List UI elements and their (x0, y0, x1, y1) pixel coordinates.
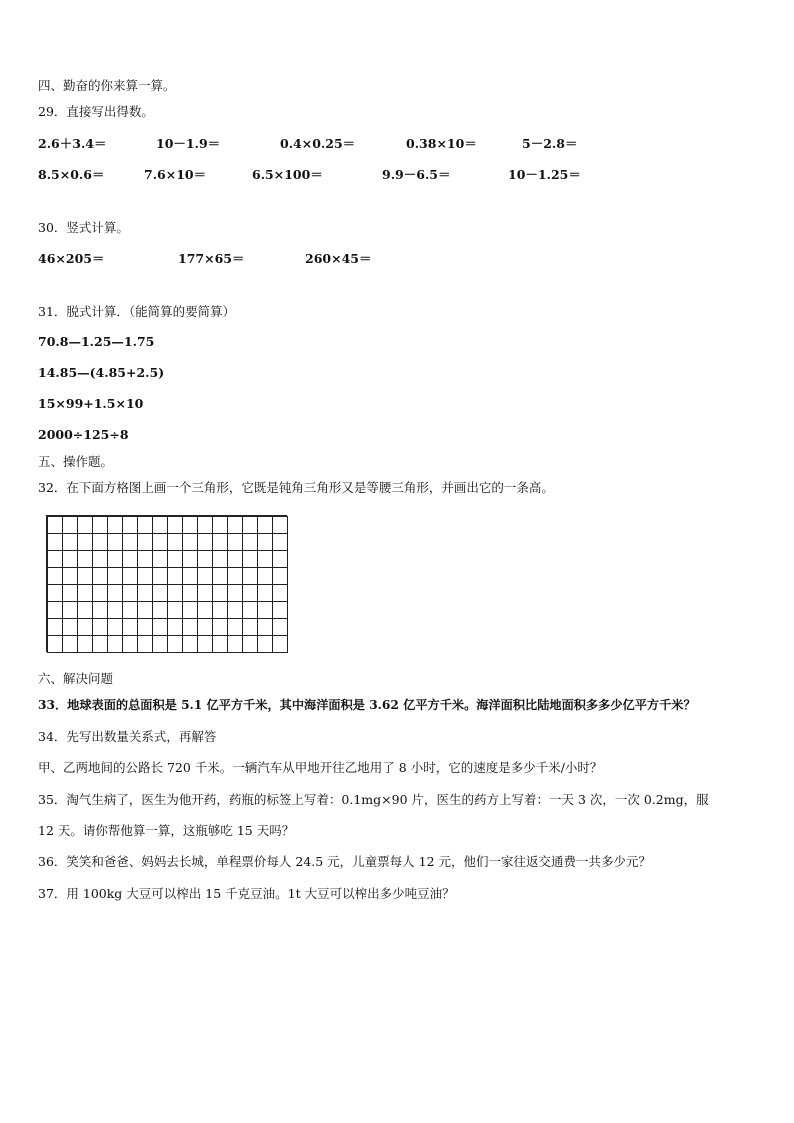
question-34-body: 甲、乙两地间的公路长 720 千米。一辆汽车从甲地开往乙地用了 8 小时，它的速度是多少千米/小时？ (38, 760, 603, 775)
q30-item: 177×65＝ (178, 251, 245, 266)
q31-item: 15×99+1.5×10 (38, 396, 144, 411)
question-34-title: 34．先写出数量关系式，再解答 (38, 729, 217, 744)
q31-item: 70.8—1.25—1.75 (38, 334, 155, 349)
q29-r2-item: 10－1.25＝ (508, 167, 581, 182)
q30-item: 260×45＝ (305, 251, 372, 266)
q29-r2-item: 7.6×10＝ (144, 167, 207, 182)
q29-r1-item: 5－2.8＝ (522, 136, 578, 151)
question-35-line-1: 35．淘气生病了，医生为他开药，药瓶的标签上写着：0.1mg×90 片，医生的药方上写着：一天 3 次，一次 0.2mg，服 (38, 792, 709, 807)
question-29-title: 29．直接写出得数。 (38, 104, 154, 119)
section-heading-4: 四、勤奋的你来算一算。 (38, 78, 176, 93)
q29-r1-item: 10－1.9＝ (156, 136, 221, 151)
question-35-line-2: 12 天。请你帮他算一算，这瓶够吃 15 天吗？ (38, 823, 295, 838)
q29-r2-item: 8.5×0.6＝ (38, 167, 105, 182)
drawing-grid[interactable] (46, 515, 287, 652)
q29-r1-item: 2.6＋3.4＝ (38, 136, 107, 151)
section-heading-6: 六、解决问题 (38, 671, 114, 686)
question-37: 37．用 100kg 大豆可以榨出 15 千克豆油。1t 大豆可以榨出多少吨豆油？ (38, 886, 455, 901)
q30-item: 46×205＝ (38, 251, 105, 266)
q29-r2-item: 9.9－6.5＝ (382, 167, 451, 182)
question-31-title: 31．脱式计算．（能简算的要简算） (38, 304, 236, 319)
question-30-title: 30．竖式计算。 (38, 220, 129, 235)
q31-item: 2000÷125÷8 (38, 427, 129, 442)
q29-r1-item: 0.4×0.25＝ (280, 136, 356, 151)
question-32-title: 32．在下面方格图上画一个三角形，它既是钝角三角形又是等腰三角形，并画出它的一条高。 (38, 480, 554, 495)
section-heading-5: 五、操作题。 (38, 454, 114, 469)
q31-item: 14.85—(4.85+2.5) (38, 365, 165, 380)
q29-r2-item: 6.5×100＝ (252, 167, 323, 182)
question-33: 33．地球表面的总面积是 5.1 亿平方千米，其中海洋面积是 3.62 亿平方千米。海洋面积比陆地面积多多少亿平方千米？ (38, 698, 696, 712)
question-36: 36．笑笑和爸爸、妈妈去长城，单程票价每人 24.5 元，儿童票每人 12 元，他们一家往返交通费一共多少元？ (38, 854, 652, 869)
q29-r1-item: 0.38×10＝ (406, 136, 477, 151)
